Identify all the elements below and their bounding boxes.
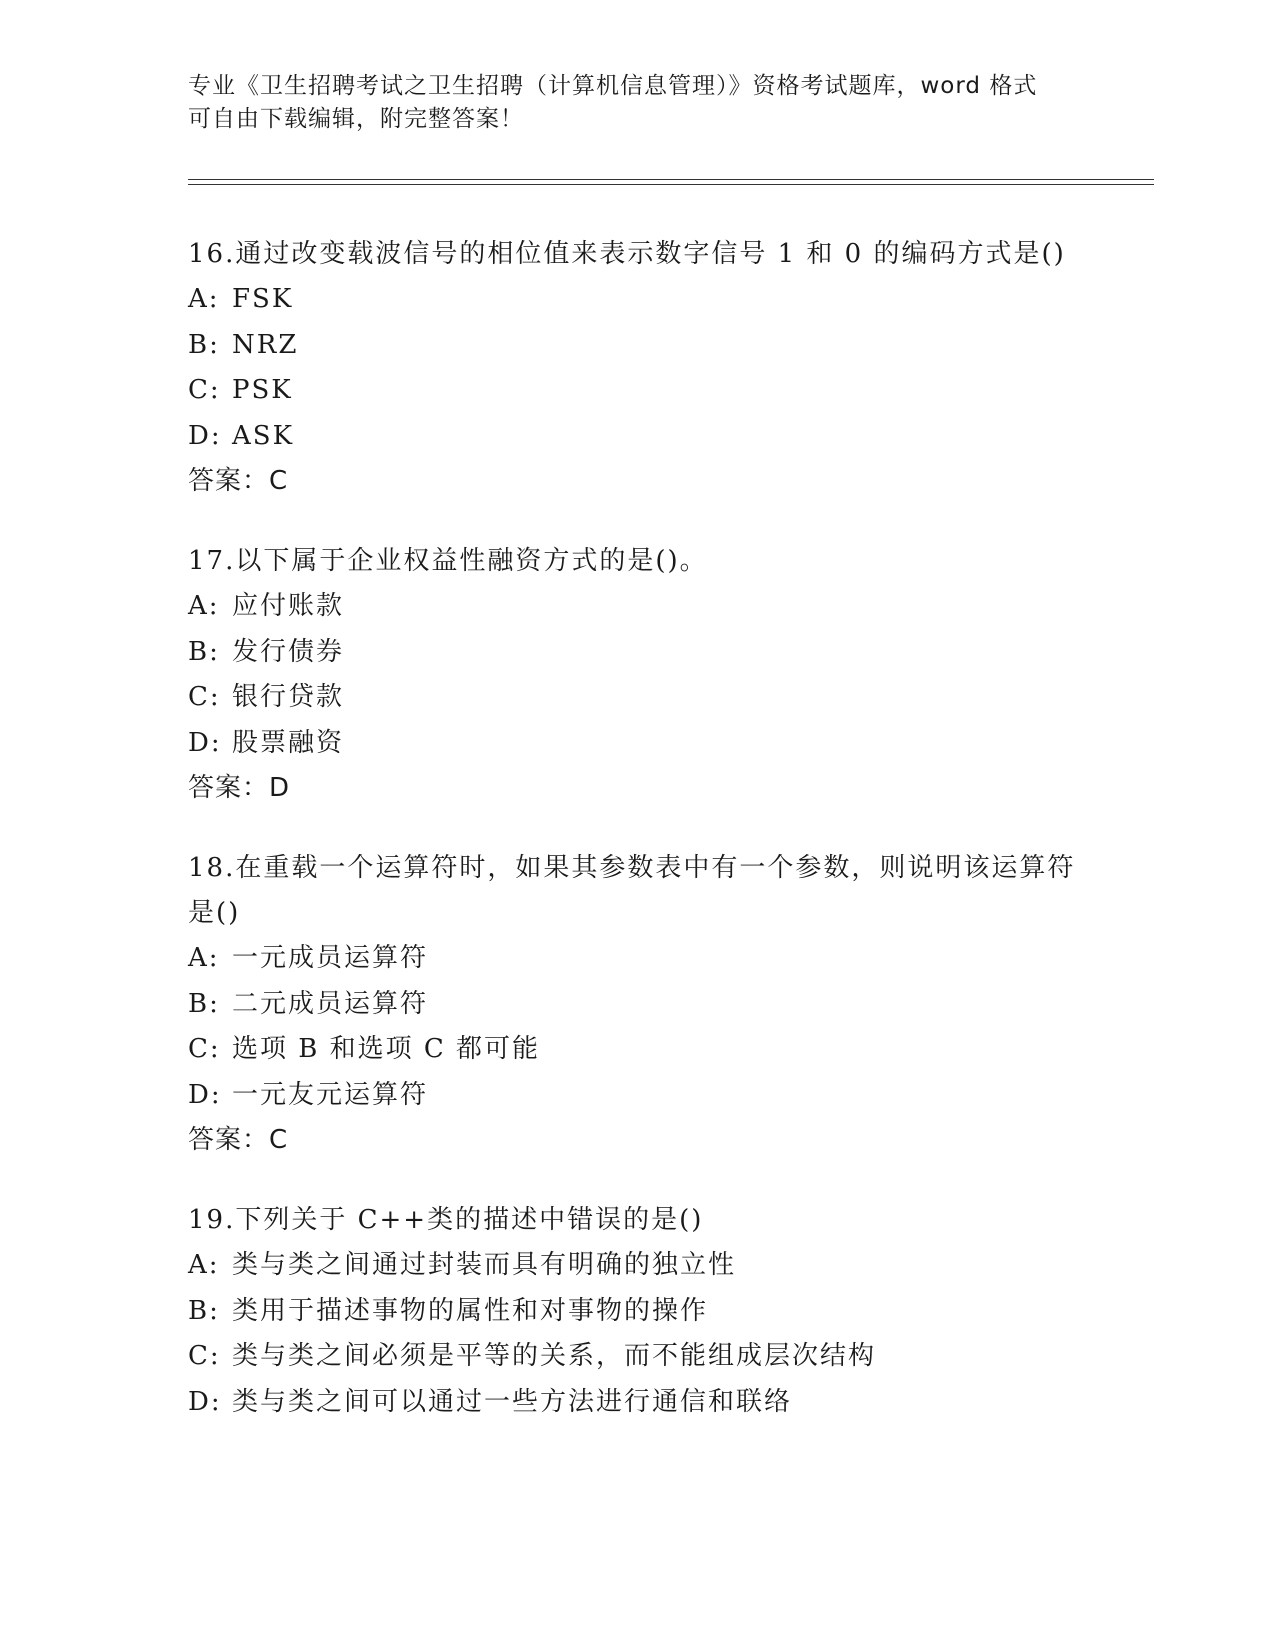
- option-text: ASK: [232, 420, 295, 451]
- option-text: PSK: [232, 375, 293, 405]
- option-b: [188, 982, 1148, 1028]
- option-letter: A:: [188, 943, 220, 973]
- option-b: [188, 1289, 1148, 1335]
- header-line-2: 可自由下载编辑，附完整答案！: [188, 106, 524, 132]
- option-letter: B:: [188, 988, 220, 1019]
- option-letter: A:: [188, 1250, 220, 1280]
- answer-line: 答案：C: [188, 466, 289, 496]
- header-line-1: 专业《卫生招聘考试之卫生招聘（计算机信息管理）》资格考试题库，word 格式: [188, 73, 1038, 99]
- option-text: 选项 B 和选项 C 都可能: [232, 1034, 541, 1064]
- option-d: [188, 414, 1148, 460]
- option-text: 发行债券: [232, 636, 345, 667]
- option-letter: B:: [188, 1295, 220, 1326]
- option-letter: A:: [188, 591, 220, 621]
- option-b: [188, 630, 1148, 676]
- option-text: 类与类之间通过封装而具有明确的独立性: [232, 1250, 737, 1280]
- option-a: [188, 936, 1148, 982]
- option-a: [188, 584, 1148, 630]
- option-text: 一元友元运算符: [232, 1079, 429, 1110]
- option-text: 银行贷款: [232, 682, 345, 712]
- option-letter: C:: [188, 1341, 221, 1371]
- option-d: [188, 1380, 1148, 1426]
- question-17: [188, 539, 1148, 810]
- option-letter: D:: [188, 1386, 222, 1417]
- option-text: 二元成员运算符: [232, 988, 429, 1019]
- option-letter: B:: [188, 329, 220, 360]
- option-text: 股票融资: [232, 727, 345, 758]
- option-c: [188, 675, 1148, 721]
- question-list: [188, 232, 1148, 1461]
- option-a: [188, 1243, 1148, 1289]
- option-letter: C:: [188, 1034, 221, 1064]
- option-b: [188, 323, 1148, 369]
- option-text: FSK: [232, 284, 294, 314]
- option-letter: D:: [188, 420, 222, 451]
- option-letter: D:: [188, 727, 222, 758]
- header-rule-bottom: [188, 184, 1154, 185]
- question-stem: 17.以下属于企业权益性融资方式的是()。: [188, 546, 708, 576]
- option-letter: A:: [188, 284, 220, 314]
- option-d: [188, 721, 1148, 767]
- question-stem: 18.在重载一个运算符时，如果其参数表中有一个参数，则说明该运算符是(): [188, 853, 1076, 928]
- option-text: 一元成员运算符: [232, 943, 429, 973]
- option-letter: C:: [188, 375, 221, 405]
- header-rule-top: [188, 179, 1154, 180]
- option-c: [188, 1027, 1148, 1073]
- option-c: [188, 1334, 1148, 1380]
- option-a: [188, 277, 1148, 323]
- option-text: 类与类之间可以通过一些方法进行通信和联络: [232, 1386, 793, 1417]
- question-18: [188, 846, 1148, 1162]
- document-header: [188, 70, 1088, 136]
- option-letter: C:: [188, 682, 221, 712]
- option-text: NRZ: [232, 329, 299, 360]
- answer-line: 答案：C: [188, 1125, 289, 1155]
- option-text: 类用于描述事物的属性和对事物的操作: [232, 1295, 709, 1326]
- option-text: 应付账款: [232, 591, 345, 621]
- option-letter: D:: [188, 1079, 222, 1110]
- option-text: 类与类之间必须是平等的关系，而不能组成层次结构: [232, 1341, 877, 1371]
- answer-line: 答案：D: [188, 773, 291, 803]
- question-19: [188, 1198, 1148, 1425]
- option-c: [188, 368, 1148, 414]
- option-letter: B:: [188, 636, 220, 667]
- question-16: [188, 232, 1148, 503]
- option-d: [188, 1073, 1148, 1119]
- question-stem: 19.下列关于 C++类的描述中错误的是(): [188, 1205, 704, 1235]
- question-stem: 16.通过改变载波信号的相位值来表示数字信号 1 和 0 的编码方式是(): [188, 239, 1066, 269]
